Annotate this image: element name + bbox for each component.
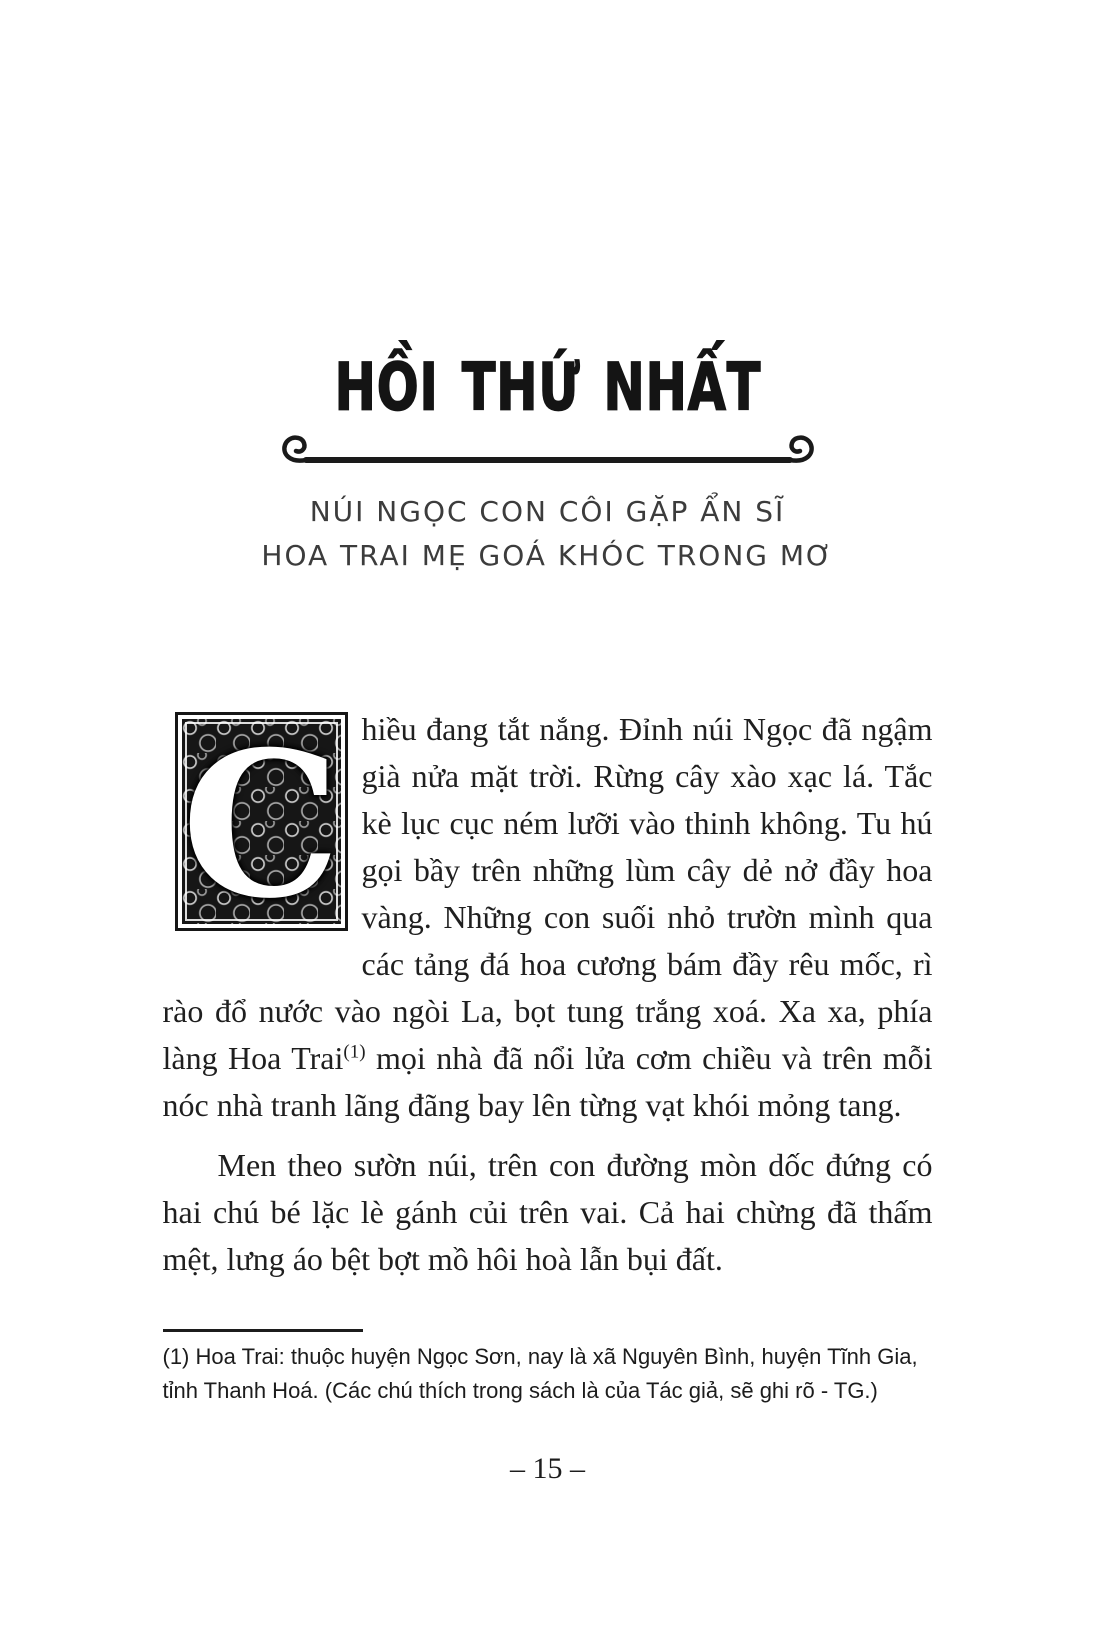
chapter-divider (163, 432, 933, 472)
chapter-title (163, 346, 933, 428)
subtitle-line-2: HOA TRAI MẸ GOÁ KHÓC TRONG MƠ (261, 539, 834, 572)
page-number: – 15 – (510, 1452, 585, 1485)
subtitle-line-1: NÚI NGỌC CON CÔI GẶP ẨN SĨ (309, 495, 786, 528)
footnote-text: (1) Hoa Trai: thuộc huyện Ngọc Sơn, nay là xã Nguyên Bình, huyện Tĩnh Gia, tỉnh Thanh Hoá. (Các chú thích trong sách là của Tác giả, sẽ ghi rõ - TG.) (162, 1344, 918, 1403)
paragraph-2: Men theo sườn núi, trên con đường mòn dốc đứng có hai chú bé lặc lè gánh củi trên vai. Cả hai chừng đã thấm mệt, lưng áo bệt bợt mồ hôi hoà lẫn bụi đất. (162, 1147, 933, 1277)
divider-flourish-icon (278, 432, 818, 470)
footnote-rule (163, 1329, 363, 1332)
drop-cap (175, 707, 348, 943)
drop-cap-ornament (181, 707, 341, 943)
chapter-subtitle (163, 490, 933, 578)
chapter-title-text: HỒI THỨ NHẤT (334, 348, 761, 426)
body-text (163, 706, 933, 1283)
footnote-ref: (1) (343, 1041, 366, 1063)
paragraph-1-text-cont: mọi nhà đã nổi lửa cơm chiều và trên mỗi nóc nhà tranh lãng đãng bay lên từng vạt khói mỏng tang. (162, 1040, 933, 1123)
paragraph-1 (163, 706, 933, 1129)
paragraph-1-text: hiều đang tắt nắng. Đỉnh núi Ngọc đã ngậm già nửa mặt trời. Rừng cây xào xạc lá. Tắc kè lục cục ném lưỡi vào thinh không. Tu hú gọi bầy trên những lùm cây dẻ nở đầy hoa vàng. Những con suối nhỏ trườn mình qua các tảng đá hoa cương bám đầy rêu mốc, rì rào đổ nước vào ngòi La, bọt tung trắng xoá. Xa xa, phía làng Hoa Trai (162, 711, 933, 1076)
page-content (163, 0, 933, 1486)
drop-cap-letter: C (181, 707, 341, 943)
footnote (163, 1329, 933, 1408)
